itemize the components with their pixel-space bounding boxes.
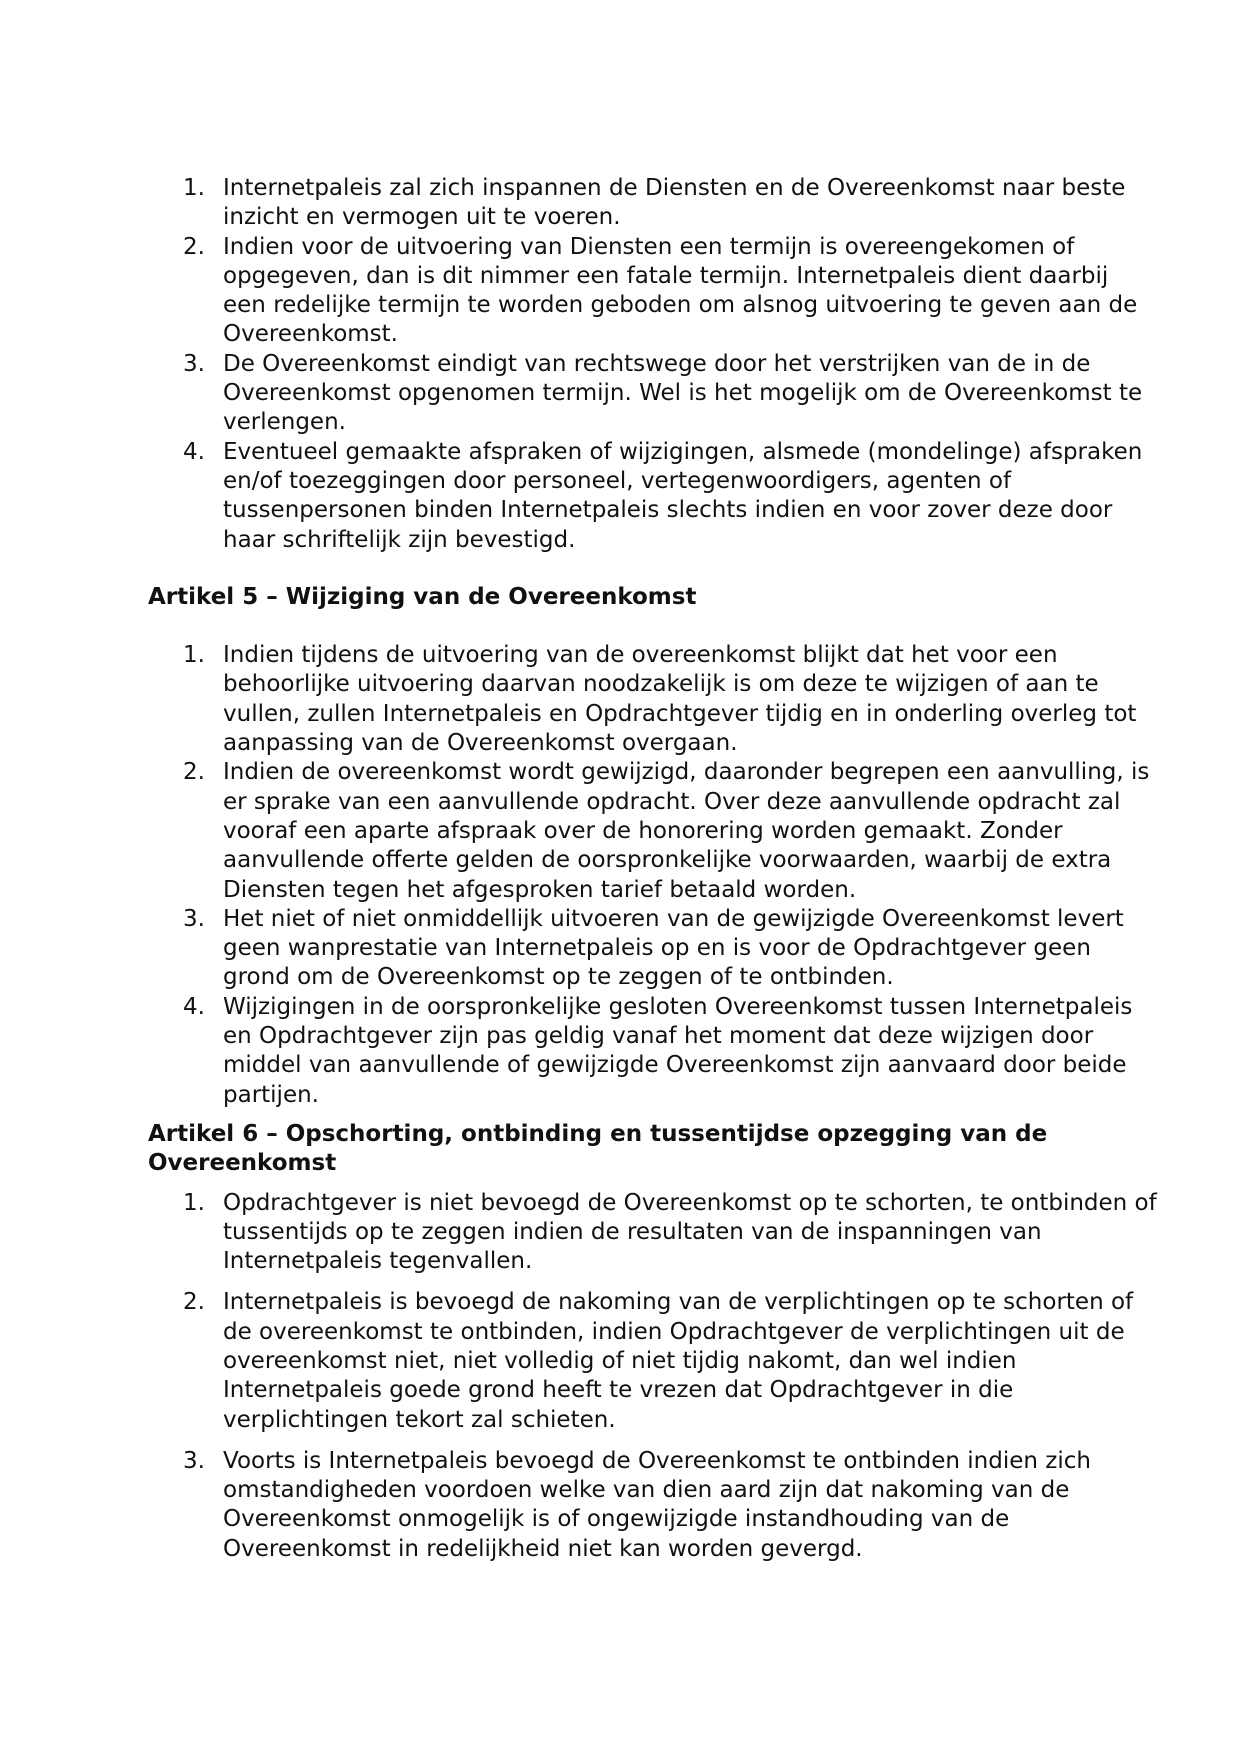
list-text: De Overeenkomst eindigt van rechtswege door het verstrijken van de in de Overeenkomst opgenomen termijn. Wel is het mogelijk om de Overeenkomst te verlengen. bbox=[223, 350, 1143, 436]
list-number: 2. bbox=[183, 759, 205, 786]
list-text: Indien voor de uitvoering van Diensten een termijn is overeengekomen of opgegeven, dan is dit nimmer een fatale termijn. Internetpaleis dient daarbij een redelijke termijn te worden geboden om alsnog uitvoering te geven aan de Overeenkomst. bbox=[223, 233, 1138, 348]
list-item bbox=[148, 641, 1158, 758]
list-item bbox=[148, 993, 1158, 1110]
list-text: Indien de overeenkomst wordt gewijzigd, daaronder begrepen een aanvulling, is er sprake van een aanvullende opdracht. Over deze aanvullende opdracht zal vooraf een aparte afspraak over de honorering worden gemaakt. Zonder aanvullende offerte gelden de oorspronkelijke voorwaarden, waarbij de extra Diensten tegen het afgesproken tarief betaald worden. bbox=[223, 759, 1150, 903]
list-text: Opdrachtgever is niet bevoegd de Overeenkomst op te schorten, te ontbinden of tussentijds op te zeggen indien de resultaten van de inspanningen van Internetpaleis tegenvallen. bbox=[223, 1189, 1157, 1275]
article-6-heading: Artikel 6 – Opschorting, ontbinding en tussentijdse opzegging van de Overeenkomst bbox=[148, 1120, 1048, 1177]
list-item bbox=[148, 1189, 1158, 1277]
list-text: Het niet of niet onmiddellijk uitvoeren van de gewijzigde Overeenkomst levert geen wanprestatie van Internetpaleis op en is voor de Opdrachtgever geen grond om de Overeenkomst op te zeggen of te ontbinden. bbox=[223, 905, 1124, 991]
list-number: 3. bbox=[183, 350, 205, 377]
list-number: 3. bbox=[183, 1447, 205, 1474]
list-number: 3. bbox=[183, 905, 205, 932]
list-item bbox=[148, 1288, 1158, 1434]
list-item bbox=[148, 758, 1158, 904]
list-text: Voorts is Internetpaleis bevoegd de Overeenkomst te ontbinden indien zich omstandigheden voordoen welke van dien aard zijn dat nakoming van de Overeenkomst onmogelijk is of ongewijzigde instandhouding van de Overeenkomst in redelijkheid niet kan worden gevergd. bbox=[223, 1447, 1091, 1562]
list-text: Indien tijdens de uitvoering van de overeenkomst blijkt dat het voor een behoorlijke uitvoering daarvan noodzakelijk is om deze te wijzigen of aan te vullen, zullen Internetpaleis en Opdrachtgever tijdig en in onderling overleg tot aanpassing van de Overeenkomst overgaan. bbox=[223, 642, 1137, 757]
list-number: 2. bbox=[183, 1289, 205, 1316]
list-text: Eventueel gemaakte afspraken of wijzigingen, alsmede (mondelinge) afspraken en/of toezeggingen door personeel, vertegenwoordigers, agenten of tussenpersonen binden Internetpaleis slechts indien en voor zover deze door haar schriftelijk zijn bevestigd. bbox=[223, 438, 1143, 553]
article-5-heading: Artikel 5 – Wijziging van de Overeenkomst bbox=[148, 583, 697, 610]
list-item bbox=[148, 350, 1158, 438]
list-item bbox=[148, 233, 1158, 350]
list-number: 1. bbox=[183, 1189, 205, 1216]
list-item bbox=[148, 1447, 1158, 1564]
list-number: 1. bbox=[183, 175, 205, 201]
list-number: 1. bbox=[183, 642, 205, 669]
intro-list bbox=[148, 174, 1158, 555]
list-item bbox=[148, 438, 1158, 555]
list-item bbox=[148, 905, 1158, 993]
list-item bbox=[148, 174, 1158, 233]
list-text: Internetpaleis zal zich inspannen de Diensten en de Overeenkomst naar beste inzicht en vermogen uit te voeren. bbox=[223, 175, 1126, 231]
list-number: 4. bbox=[183, 993, 205, 1020]
article-6-list bbox=[148, 1189, 1158, 1565]
article-5-list bbox=[148, 641, 1158, 1110]
list-number: 2. bbox=[183, 233, 205, 260]
list-text: Internetpaleis is bevoegd de nakoming van de verplichtingen op te schorten of de overeenkomst te ontbinden, indien Opdrachtgever de verplichtingen uit de overeenkomst niet, niet volledig of niet tijdig nakomt, dan wel indien Internetpaleis goede grond heeft te vrezen dat Opdrachtgever in die verplichtingen tekort zal schieten. bbox=[223, 1289, 1134, 1433]
list-number: 4. bbox=[183, 438, 205, 465]
list-text: Wijzigingen in de oorspronkelijke gesloten Overeenkomst tussen Internetpaleis en Opdrachtgever zijn pas geldig vanaf het moment dat deze wijzigen door middel van aanvullende of gewijzigde Overeenkomst zijn aanvaard door beide partijen. bbox=[223, 993, 1133, 1108]
document-page bbox=[148, 174, 1158, 1576]
